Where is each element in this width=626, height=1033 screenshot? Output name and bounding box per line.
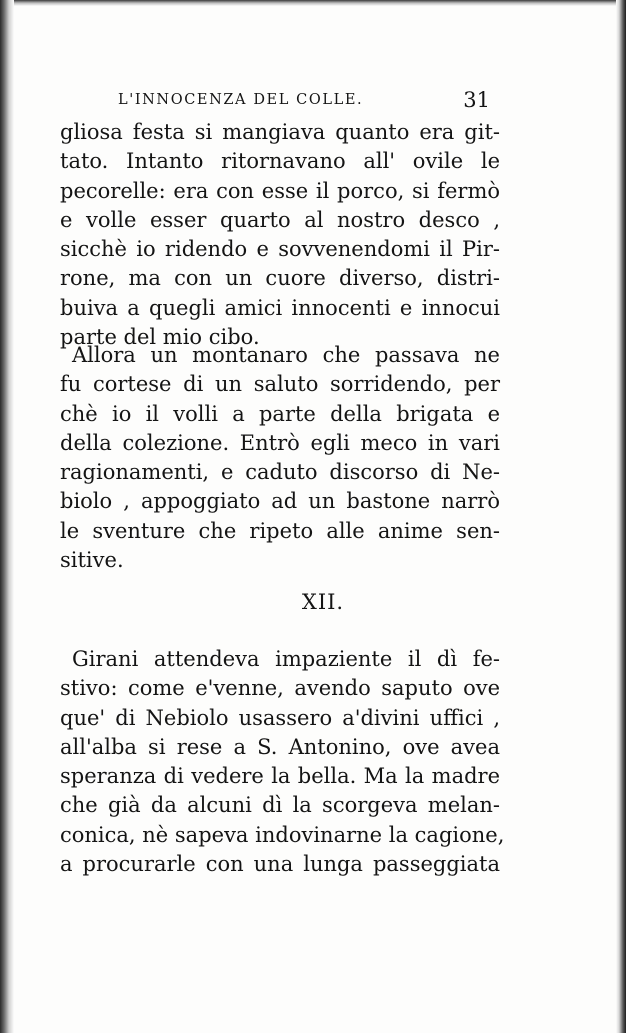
text-line: all'alba si rese a S. Antonino, ove avea bbox=[60, 734, 500, 759]
text-line: sicchè io ridendo e sovvenendomi il Pir- bbox=[60, 237, 500, 262]
paragraph bbox=[60, 645, 505, 879]
text-line: a procurarle con una lunga passeggiata bbox=[60, 852, 500, 877]
text-line: della colezione. Entrò egli meco in vari bbox=[60, 430, 500, 455]
section-heading: XII. bbox=[301, 590, 345, 614]
text-line: fu cortese di un saluto sorridendo, per bbox=[60, 372, 500, 397]
text-line: rone, ma con un cuore diverso, distri- bbox=[60, 266, 500, 291]
text-line: Girani attendeva impaziente il dì fe- bbox=[72, 647, 500, 671]
text-line: e volle esser quarto al nostro desco , bbox=[60, 207, 500, 232]
text-line: le sventure che ripeto alle anime sen- bbox=[60, 518, 500, 543]
text-line: parte del mio cibo. bbox=[60, 325, 260, 350]
paragraph bbox=[60, 341, 500, 575]
text-line: conica, nè sapeva indovinarne la cagione, bbox=[60, 822, 505, 847]
running-head bbox=[118, 88, 490, 114]
text-line: speranza di vedere la bella. Ma la madre bbox=[60, 764, 500, 789]
text-line: que' di Nebiolo usassero a'divini uffici , bbox=[60, 705, 500, 730]
text-line: tato. Intanto ritornavano all' ovile le bbox=[60, 149, 500, 174]
text-line: pecorelle: era con esse il porco, si fermò bbox=[60, 178, 500, 203]
page-right-edge bbox=[616, 0, 626, 1033]
page-top-edge bbox=[0, 0, 626, 6]
text-line: che già da alcuni dì la scorgeva melan- bbox=[60, 793, 500, 818]
running-title: L'INNOCENZA DEL COLLE. bbox=[118, 92, 364, 108]
text-line: ragionamenti, e caduto discorso di Ne- bbox=[60, 460, 500, 485]
paragraph-continuation bbox=[60, 118, 500, 352]
page-left-edge bbox=[0, 0, 14, 1033]
text-line: Allora un montanaro che passava ne bbox=[72, 343, 500, 367]
text-line: chè io il volli a parte della brigata e bbox=[60, 401, 500, 426]
text-line: biolo , appoggiato ad un bastone narrò bbox=[60, 489, 500, 514]
text-line: gliosa festa si mangiava quanto era git- bbox=[60, 120, 500, 144]
text-line: sitive. bbox=[60, 548, 124, 573]
text-line: stivo: come e'venne, avendo saputo ove bbox=[60, 676, 500, 701]
page-number: 31 bbox=[463, 88, 490, 112]
text-line: buiva a quegli amici innocenti e innocui bbox=[60, 295, 500, 320]
